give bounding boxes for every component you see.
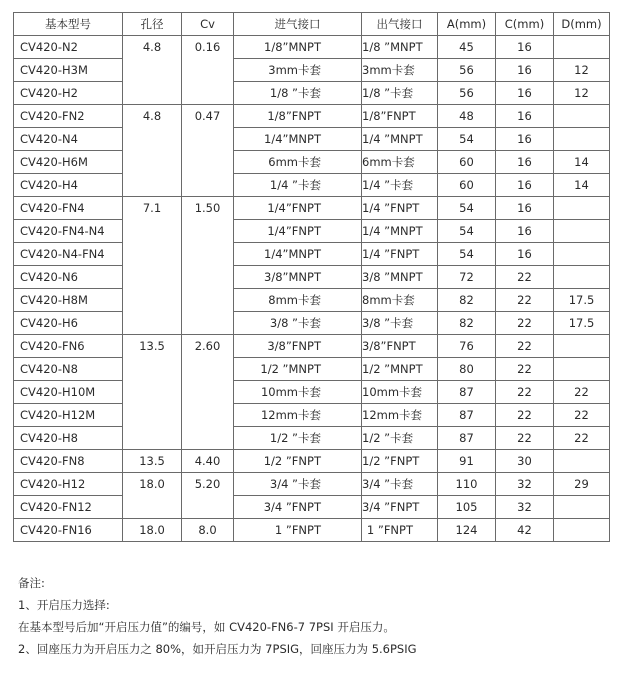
cell-cv: 1.50: [182, 197, 234, 335]
cell-outlet: 1/8 ”MNPT: [362, 36, 438, 59]
cell-model: CV420-H6: [14, 312, 123, 335]
cell-model: CV420-H10M: [14, 381, 123, 404]
cell-d: [554, 243, 610, 266]
cell-inlet: 1/4 ”卡套: [234, 174, 362, 197]
cell-inlet: 3mm卡套: [234, 59, 362, 82]
cell-inlet: 1/8”FNPT: [234, 105, 362, 128]
cell-outlet: 1/4 ”卡套: [362, 174, 438, 197]
cell-d: [554, 128, 610, 151]
table-row: [14, 335, 610, 358]
table-row: [14, 450, 610, 473]
cell-a: 56: [438, 82, 496, 105]
cell-d: [554, 36, 610, 59]
table-row: [14, 381, 610, 404]
cell-inlet: 3/4 ”FNPT: [234, 496, 362, 519]
cell-cv: 2.60: [182, 335, 234, 450]
cell-bore: 18.0: [123, 473, 182, 519]
notes-item1-text: 在基本型号后加“开启压力值”的编号，如 CV420-FN6-7 7PSI 开启压力。: [18, 620, 395, 634]
header-c: C(mm): [496, 13, 554, 36]
cell-d: 12: [554, 59, 610, 82]
cell-c: 22: [496, 381, 554, 404]
cell-model: CV420-N4: [14, 128, 123, 151]
cell-d: 17.5: [554, 312, 610, 335]
cell-model: CV420-N8: [14, 358, 123, 381]
cell-bore: 4.8: [123, 105, 182, 197]
notes-title: 备注:: [18, 576, 45, 590]
notes: [18, 572, 417, 660]
cell-outlet: 12mm卡套: [362, 404, 438, 427]
cell-outlet: 3/8”FNPT: [362, 335, 438, 358]
cell-cv: 0.47: [182, 105, 234, 197]
cell-inlet: 6mm卡套: [234, 151, 362, 174]
cell-model: CV420-H2: [14, 82, 123, 105]
table-row: [14, 197, 610, 220]
cell-outlet: 3/8 ”MNPT: [362, 266, 438, 289]
table-row: [14, 404, 610, 427]
cell-model: CV420-FN8: [14, 450, 123, 473]
cell-inlet: 1/4”MNPT: [234, 128, 362, 151]
cell-c: 16: [496, 82, 554, 105]
cell-outlet: 10mm卡套: [362, 381, 438, 404]
cell-c: 22: [496, 289, 554, 312]
cell-a: 54: [438, 197, 496, 220]
cell-outlet: 1/8”FNPT: [362, 105, 438, 128]
cell-inlet: 1/2 ”卡套: [234, 427, 362, 450]
cell-outlet: 3/4 ”卡套: [362, 473, 438, 496]
cell-cv: 4.40: [182, 450, 234, 473]
cell-a: 56: [438, 59, 496, 82]
cell-d: [554, 358, 610, 381]
table-row: [14, 59, 610, 82]
cell-outlet: 3/8 ”卡套: [362, 312, 438, 335]
cell-outlet: 1/2 ”FNPT: [362, 450, 438, 473]
cell-a: 87: [438, 381, 496, 404]
table-row: [14, 243, 610, 266]
cell-cv: 5.20: [182, 473, 234, 519]
cell-a: 48: [438, 105, 496, 128]
cell-model: CV420-N4-FN4: [14, 243, 123, 266]
cell-a: 76: [438, 335, 496, 358]
cell-model: CV420-H8: [14, 427, 123, 450]
cell-model: CV420-H12: [14, 473, 123, 496]
table-row: [14, 105, 610, 128]
cell-d: 22: [554, 427, 610, 450]
cell-inlet: 3/4 ”卡套: [234, 473, 362, 496]
cell-d: 17.5: [554, 289, 610, 312]
cell-a: 45: [438, 36, 496, 59]
cell-a: 105: [438, 496, 496, 519]
cell-c: 16: [496, 197, 554, 220]
cell-c: 32: [496, 473, 554, 496]
cell-a: 110: [438, 473, 496, 496]
cell-d: 12: [554, 82, 610, 105]
cell-model: CV420-H4: [14, 174, 123, 197]
table-row: [14, 427, 610, 450]
cell-outlet: 3mm卡套: [362, 59, 438, 82]
header-outlet: 出气接口: [362, 13, 438, 36]
cell-c: 16: [496, 105, 554, 128]
cell-outlet: 3/4 ”FNPT: [362, 496, 438, 519]
header-a: A(mm): [438, 13, 496, 36]
cell-outlet: 1/8 ”卡套: [362, 82, 438, 105]
cell-bore: 4.8: [123, 36, 182, 105]
cell-inlet: 3/8 ”卡套: [234, 312, 362, 335]
cell-a: 60: [438, 174, 496, 197]
table-row: [14, 312, 610, 335]
cell-c: 22: [496, 335, 554, 358]
cell-bore: 13.5: [123, 450, 182, 473]
notes-item2-text: 2、回座压力为开启压力之 80%，如开启压力为 7PSIG，回座压力为 5.6PSIG: [18, 642, 417, 656]
cell-model: CV420-FN16: [14, 519, 123, 542]
cell-c: 22: [496, 427, 554, 450]
table-row: [14, 128, 610, 151]
table-header-row: [14, 13, 610, 36]
cell-inlet: 1 ”FNPT: [234, 519, 362, 542]
cell-c: 16: [496, 174, 554, 197]
cell-cv: 0.16: [182, 36, 234, 105]
header-model: 基本型号: [14, 13, 123, 36]
cell-inlet: 1/4”MNPT: [234, 243, 362, 266]
cell-inlet: 1/8”MNPT: [234, 36, 362, 59]
cell-d: [554, 519, 610, 542]
cell-model: CV420-FN12: [14, 496, 123, 519]
cell-c: 16: [496, 151, 554, 174]
cell-outlet: 1/4 ”MNPT: [362, 220, 438, 243]
table-row: [14, 151, 610, 174]
cell-c: 16: [496, 36, 554, 59]
cell-inlet: 8mm卡套: [234, 289, 362, 312]
cell-inlet: 12mm卡套: [234, 404, 362, 427]
table-row: [14, 36, 610, 59]
cell-c: 22: [496, 266, 554, 289]
cell-inlet: 1/2 ”MNPT: [234, 358, 362, 381]
cell-inlet: 1/2 ”FNPT: [234, 450, 362, 473]
cell-a: 87: [438, 427, 496, 450]
cell-outlet: 1/4 ”MNPT: [362, 128, 438, 151]
cell-bore: 13.5: [123, 335, 182, 450]
cell-c: 22: [496, 404, 554, 427]
cell-c: 16: [496, 128, 554, 151]
cell-model: CV420-FN4-N4: [14, 220, 123, 243]
cell-a: 72: [438, 266, 496, 289]
cell-bore: 7.1: [123, 197, 182, 335]
cell-model: CV420-N6: [14, 266, 123, 289]
header-inlet: 进气接口: [234, 13, 362, 36]
cell-outlet: 1 ”FNPT: [362, 519, 438, 542]
cell-outlet: 1/2 ”卡套: [362, 427, 438, 450]
table-row: [14, 496, 610, 519]
cell-model: CV420-FN4: [14, 197, 123, 220]
table-row: [14, 220, 610, 243]
cell-c: 16: [496, 59, 554, 82]
table-row: [14, 174, 610, 197]
cell-model: CV420-H3M: [14, 59, 123, 82]
notes-item1-heading: 1、开启压力选择:: [18, 598, 110, 612]
cell-a: 80: [438, 358, 496, 381]
cell-a: 60: [438, 151, 496, 174]
cell-c: 42: [496, 519, 554, 542]
cell-a: 54: [438, 243, 496, 266]
header-cv: Cv: [182, 13, 234, 36]
cell-c: 30: [496, 450, 554, 473]
cell-d: [554, 105, 610, 128]
cell-model: CV420-FN2: [14, 105, 123, 128]
cell-outlet: 6mm卡套: [362, 151, 438, 174]
cell-outlet: 1/4 ”FNPT: [362, 243, 438, 266]
cell-model: CV420-H6M: [14, 151, 123, 174]
cell-d: [554, 496, 610, 519]
cell-inlet: 1/4”FNPT: [234, 197, 362, 220]
cell-a: 82: [438, 289, 496, 312]
table-row: [14, 473, 610, 496]
cell-d: [554, 450, 610, 473]
cell-c: 16: [496, 220, 554, 243]
cell-d: 14: [554, 174, 610, 197]
cell-c: 22: [496, 312, 554, 335]
cell-inlet: 1/4”FNPT: [234, 220, 362, 243]
cell-inlet: 1/8 ”卡套: [234, 82, 362, 105]
header-d: D(mm): [554, 13, 610, 36]
spec-table: [13, 12, 610, 542]
cell-d: 22: [554, 381, 610, 404]
table-row: [14, 266, 610, 289]
cell-cv: 8.0: [182, 519, 234, 542]
table-row: [14, 82, 610, 105]
cell-d: [554, 220, 610, 243]
cell-c: 16: [496, 243, 554, 266]
header-bore: 孔径: [123, 13, 182, 36]
cell-d: [554, 266, 610, 289]
cell-model: CV420-H8M: [14, 289, 123, 312]
cell-outlet: 8mm卡套: [362, 289, 438, 312]
table-row: [14, 519, 610, 542]
cell-inlet: 3/8”FNPT: [234, 335, 362, 358]
cell-a: 124: [438, 519, 496, 542]
cell-a: 54: [438, 220, 496, 243]
cell-a: 54: [438, 128, 496, 151]
cell-model: CV420-N2: [14, 36, 123, 59]
cell-bore: 18.0: [123, 519, 182, 542]
cell-outlet: 1/4 ”FNPT: [362, 197, 438, 220]
cell-c: 32: [496, 496, 554, 519]
cell-c: 22: [496, 358, 554, 381]
table-row: [14, 358, 610, 381]
cell-d: 29: [554, 473, 610, 496]
cell-d: [554, 197, 610, 220]
cell-a: 82: [438, 312, 496, 335]
cell-d: 22: [554, 404, 610, 427]
cell-model: CV420-FN6: [14, 335, 123, 358]
cell-a: 91: [438, 450, 496, 473]
cell-inlet: 3/8”MNPT: [234, 266, 362, 289]
cell-inlet: 10mm卡套: [234, 381, 362, 404]
cell-d: [554, 335, 610, 358]
cell-outlet: 1/2 ”MNPT: [362, 358, 438, 381]
cell-d: 14: [554, 151, 610, 174]
table-row: [14, 289, 610, 312]
cell-a: 87: [438, 404, 496, 427]
cell-model: CV420-H12M: [14, 404, 123, 427]
